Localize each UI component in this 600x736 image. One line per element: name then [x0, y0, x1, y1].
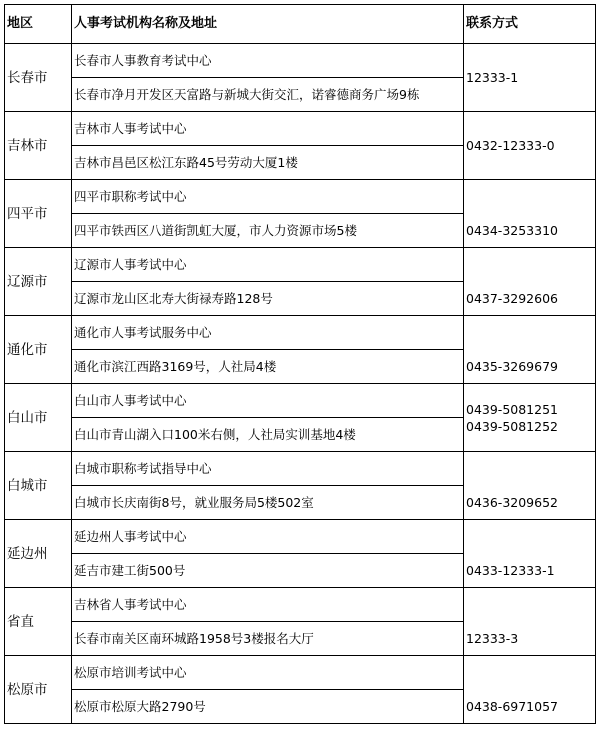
- institution-address-cell: 通化市滨江西路3169号，人社局4楼: [72, 350, 464, 384]
- contact-cell: [464, 520, 596, 588]
- region-cell: 松原市: [5, 656, 72, 724]
- contact-cell: [464, 452, 596, 520]
- region-cell: 四平市: [5, 180, 72, 248]
- institution-name-cell: 吉林市人事考试中心: [72, 112, 464, 146]
- contact-phone: 0439-5081252: [466, 418, 558, 434]
- institution-address-cell: 白山市青山湖入口100米右侧，人社局实训基地4楼: [72, 418, 464, 452]
- institution-name-cell: 松原市培训考试中心: [72, 656, 464, 690]
- institution-address-cell: 吉林市昌邑区松江东路45号劳动大厦1楼: [72, 146, 464, 180]
- contact-cell: [464, 112, 596, 180]
- region-cell: 吉林市: [5, 112, 72, 180]
- institution-name-cell: 吉林省人事考试中心: [72, 588, 464, 622]
- institution-address-cell: 长春市净月开发区天富路与新城大街交汇，诺睿德商务广场9栋: [72, 78, 464, 112]
- table-row: [5, 180, 596, 214]
- region-cell: 长春市: [5, 44, 72, 112]
- institution-name-cell: 白山市人事考试中心: [72, 384, 464, 418]
- table-body: [5, 44, 596, 724]
- contact-phone: 0437-3292606: [466, 291, 558, 306]
- institution-address-cell: 长春市南关区南环城路1958号3楼报名大厅: [72, 622, 464, 656]
- region-cell: 白城市: [5, 452, 72, 520]
- contact-phone: 12333-3: [466, 631, 519, 646]
- table-row: [5, 588, 596, 622]
- institution-address-cell: 松原市松原大路2790号: [72, 690, 464, 724]
- contact-cell: [464, 44, 596, 112]
- institution-address-cell: 延吉市建工街500号: [72, 554, 464, 588]
- region-cell: 辽源市: [5, 248, 72, 316]
- contact-phone: 0432-12333-0: [466, 138, 555, 153]
- institution-name-cell: 四平市职称考试中心: [72, 180, 464, 214]
- contact-cell: [464, 316, 596, 384]
- contact-cell: [464, 180, 596, 248]
- contact-cell: [464, 384, 596, 452]
- region-cell: 省直: [5, 588, 72, 656]
- table-row: [5, 44, 596, 78]
- institution-address-cell: 四平市铁西区八道街凯虹大厦，市人力资源市场5楼: [72, 214, 464, 248]
- table-row: [5, 656, 596, 690]
- table-header-row: [5, 5, 596, 44]
- table-row: [5, 384, 596, 418]
- contact-cell: [464, 656, 596, 724]
- contact-phone: 0439-5081251: [466, 401, 558, 417]
- contact-phone: 0438-6971057: [466, 699, 558, 714]
- institution-address-cell: 白城市长庆南街8号，就业服务局5楼502室: [72, 486, 464, 520]
- table-row: [5, 316, 596, 350]
- institution-name-cell: 延边州人事考试中心: [72, 520, 464, 554]
- contact-cell: [464, 248, 596, 316]
- table-row: [5, 520, 596, 554]
- table-row: [5, 248, 596, 282]
- contact-cell: [464, 588, 596, 656]
- region-cell: 通化市: [5, 316, 72, 384]
- contact-phone: 12333-1: [466, 70, 519, 85]
- region-cell: 白山市: [5, 384, 72, 452]
- table-row: [5, 112, 596, 146]
- institution-address-cell: 辽源市龙山区北寿大街禄寿路128号: [72, 282, 464, 316]
- contact-phone: 0435-3269679: [466, 359, 558, 374]
- header-contact: 联系方式: [464, 5, 596, 44]
- contact-phone: 0433-12333-1: [466, 563, 555, 578]
- institution-name-cell: 辽源市人事考试中心: [72, 248, 464, 282]
- institution-name-cell: 白城市职称考试指导中心: [72, 452, 464, 486]
- header-institution: 人事考试机构名称及地址: [72, 5, 464, 44]
- table-row: [5, 452, 596, 486]
- contact-phone: 0434-3253310: [466, 223, 558, 238]
- contact-phone: 0436-3209652: [466, 495, 558, 510]
- header-region: 地区: [5, 5, 72, 44]
- institution-name-cell: 长春市人事教育考试中心: [72, 44, 464, 78]
- institution-name-cell: 通化市人事考试服务中心: [72, 316, 464, 350]
- region-cell: 延边州: [5, 520, 72, 588]
- exam-institution-table: [4, 4, 596, 724]
